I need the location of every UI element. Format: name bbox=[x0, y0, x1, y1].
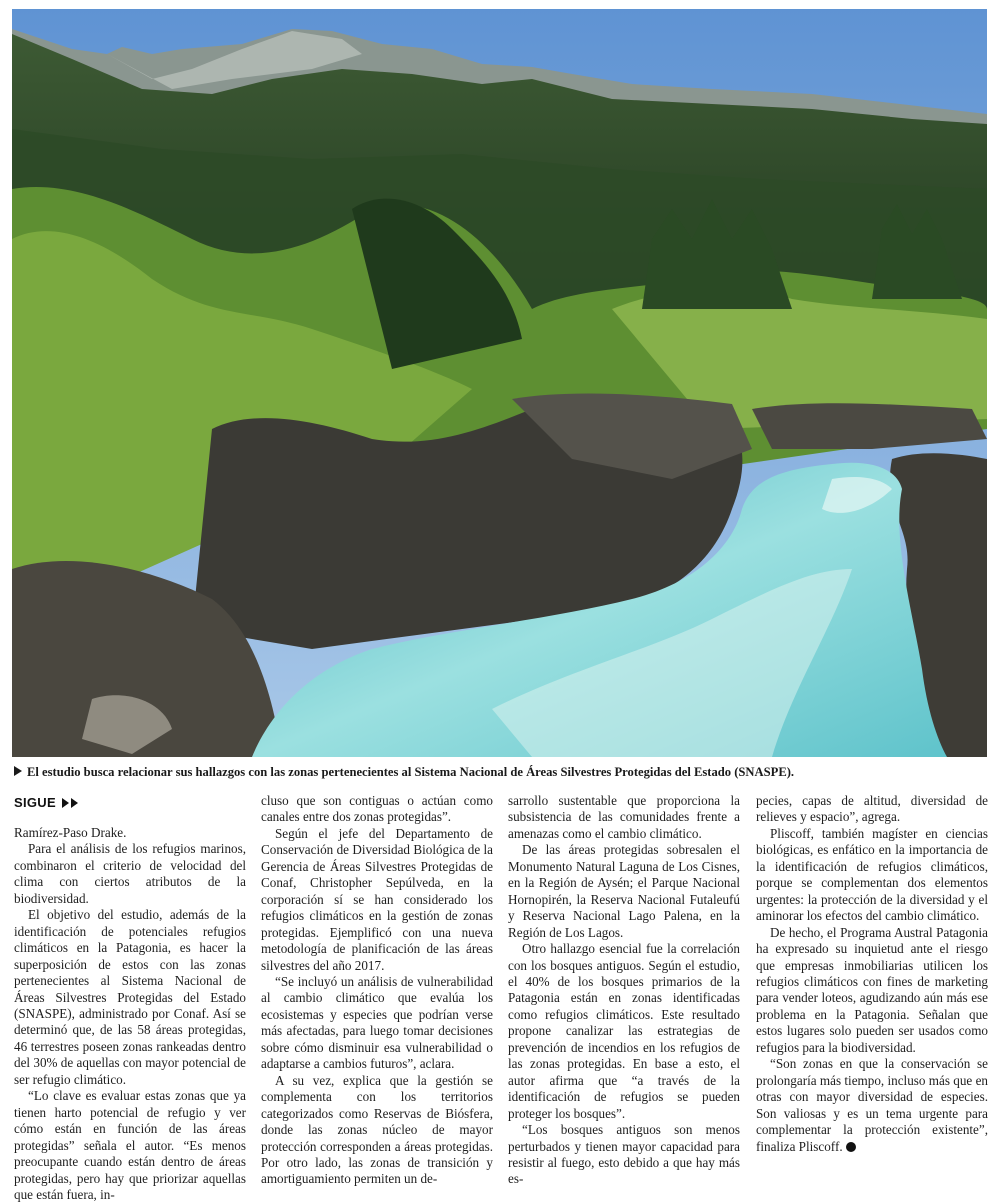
paragraph: De las áreas protegidas sobresalen el Monumento Natural Laguna de Los Cisnes, en la Región de Aysén; el Parque Nacional Hornopirén, la Reserva Nacional Futaleufú y Reserva Nacional Lago Palena, en la Región de Los Lagos. bbox=[508, 842, 740, 940]
paragraph: pecies, capas de altitud, diversidad de relieves y espacio”, agrega. bbox=[756, 793, 988, 825]
final-paragraph-text: “Son zonas en que la conservación se prolongaría más tiempo, incluso más que en otras con mayor diversidad de especies. Son valiosas y es un tema urgente para complementar la protección existente”, finaliza Pliscoff. bbox=[756, 1056, 988, 1154]
article-column-4 bbox=[756, 793, 988, 1155]
paragraph: Pliscoff, también magíster en ciencias biológicas, es enfático en la importancia de la identificación de refugios climáticos, porque se complementan dos elementos urgentes: la protección de la diversidad y el aminorar los efectos del cambio climático. bbox=[756, 825, 988, 924]
kicker-label: SIGUE bbox=[14, 795, 56, 810]
caption-triangle-icon bbox=[14, 766, 22, 776]
double-arrow-icon-2 bbox=[71, 798, 78, 808]
paragraph: cluso que son contiguas o actúan como canales entre dos zonas protegidas”. bbox=[261, 793, 493, 825]
photo-caption bbox=[14, 764, 989, 780]
paragraph: Otro hallazgo esencial fue la correlación con los bosques antiguos. Según el estudio, el 40% de los bosques primarios de la Patagonia están en zonas identificadas como refugios climáticos. Este resultado propone canalizar las estrategias de prevención de incendios en los refugios de las zonas protegidas. En base a esto, el autor afirma que “a través de la identificación de refugios se pueden proteger los bosques”. bbox=[508, 941, 740, 1121]
paragraph: sarrollo sustentable que proporciona la subsistencia de las comunidades frente a amenazas como el cambio climático. bbox=[508, 793, 740, 841]
article-column-2 bbox=[261, 793, 493, 1188]
continuation-kicker bbox=[14, 793, 246, 813]
double-arrow-icon bbox=[62, 798, 69, 808]
paragraph: Según el jefe del Departamento de Conservación de Diversidad Biológica de la Gerencia de Áreas Silvestres Protegidas de Conaf, Christopher Sepúlveda, en la corporación sí se han considerado los refugios climáticos en la gestión de zonas protegidas. Ejemplificó con una nueva metodología de planificación de las áreas silvestres del año 2017. bbox=[261, 825, 493, 973]
article-column-1 bbox=[14, 793, 246, 1203]
paragraph: “Lo clave es evaluar estas zonas que ya tienen harto potencial de refugio y ver cómo están en función de las áreas protegidas” señala el autor. “Es menos preocupante cuando están dentro de áreas protegidas, pero hay que priorizar aquellas que están fuera, in- bbox=[14, 1088, 246, 1202]
end-of-article-dot-icon bbox=[846, 1142, 856, 1152]
caption-text: El estudio busca relacionar sus hallazgos con las zonas pertenecientes al Sistema Nacional de Áreas Silvestres Protegidas del Estado (SNASPE). bbox=[27, 765, 795, 779]
article-body bbox=[14, 793, 989, 1202]
paragraph: El objetivo del estudio, además de la identificación de potenciales refugios climáticos en la Patagonia, es hacer la superposición de estos con las zonas pertenecientes al Sistema Nacional de Áreas Silvestres Protegidas del Estado (SNASPE), administrado por Conaf. Así se determinó que, de las 58 áreas protegidas, 46 terrestres poseen zonas rankeadas dentro del 30% de aquellas con mayor potencial de ser refugio climático. bbox=[14, 907, 246, 1087]
article-column-3 bbox=[508, 793, 740, 1188]
paragraph: “Se incluyó un análisis de vulnerabilidad al cambio climático que evalúa los ecosistemas y especies que podrían verse más afectadas, para luego tomar decisiones sobre cómo disminuir esa vulnerabilidad o adaptarse a cambios futuros”, aclara. bbox=[261, 973, 493, 1072]
paragraph: Para el análisis de los refugios marinos, combinaron el criterio de velocidad del clima con ciertos atributos de la biodiversidad. bbox=[14, 841, 246, 906]
river-landscape-photo bbox=[12, 9, 987, 757]
landscape-photo-icon bbox=[12, 9, 987, 757]
paragraph: A su vez, explica que la gestión se complementa con los territorios categorizados como Reservas de Biósfera, donde las zonas núcleo de mayor protección corresponden a áreas protegidas. Por otro lado, las zonas de transición y amortiguamiento permiten un de- bbox=[261, 1072, 493, 1187]
paragraph: De hecho, el Programa Austral Patagonia ha expresado su inquietud ante el riesgo que empresas inmobiliarias utilicen los refugios climáticos con fines de marketing para vender loteos, agudizando aún más ese problema en la Patagonia. Señalan que estos lugares solo pueden ser usados como refugios para la biodiversidad. bbox=[756, 924, 988, 1055]
paragraph: “Los bosques antiguos son menos perturbados y tienen mayor capacidad para resistir al fuego, esto debido a que hay más es- bbox=[508, 1122, 740, 1187]
paragraph: Ramírez-Paso Drake. bbox=[14, 825, 127, 840]
paragraph-final bbox=[756, 1056, 988, 1155]
